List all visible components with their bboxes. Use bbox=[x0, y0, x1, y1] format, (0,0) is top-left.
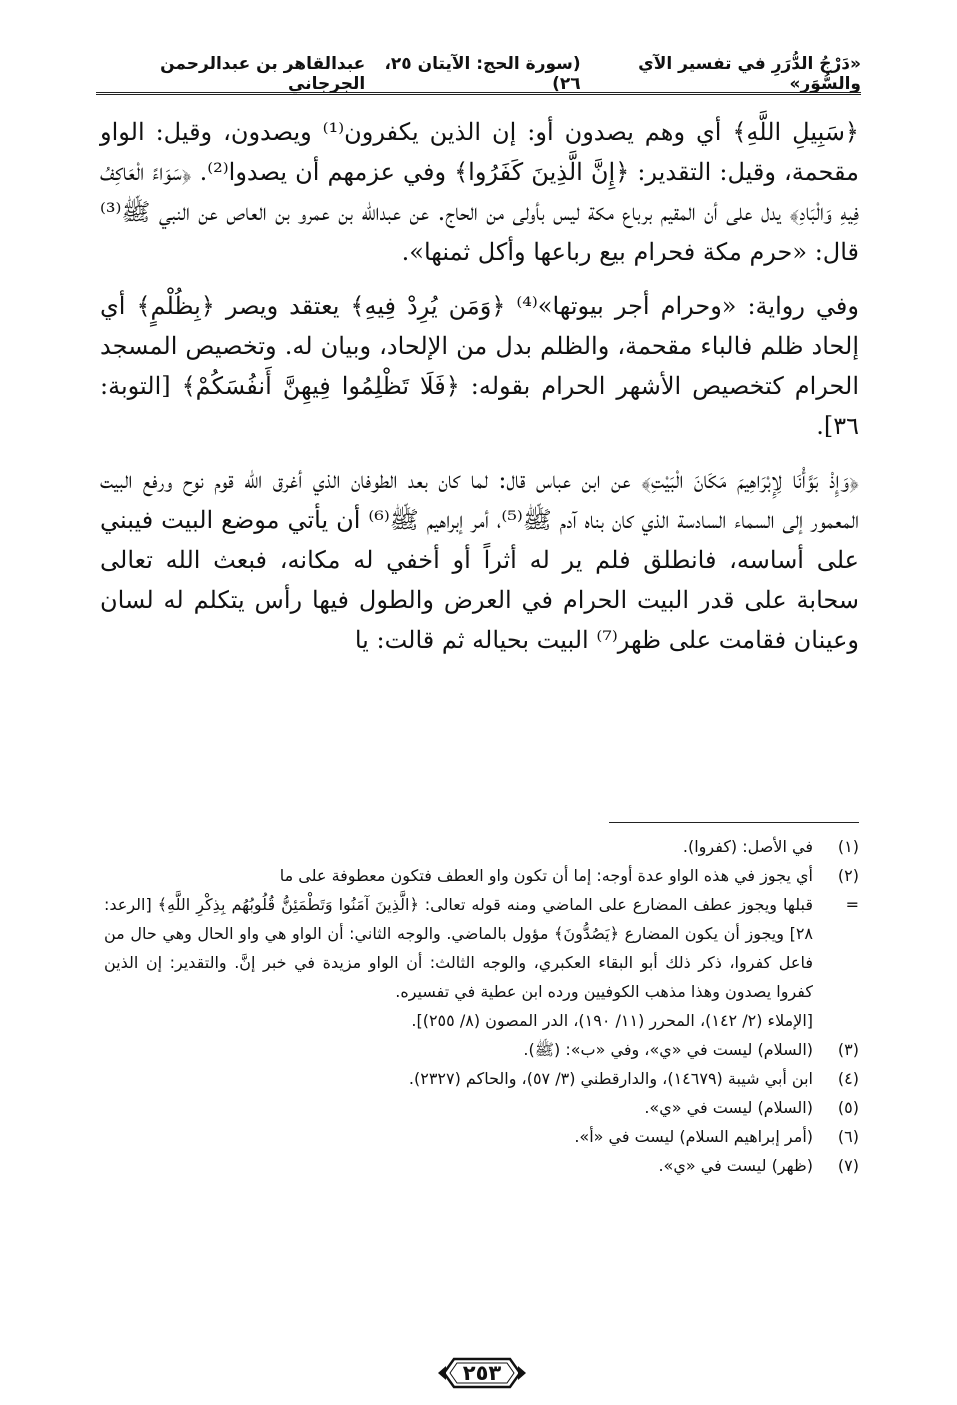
footnote-text: ابن أبي شيبة (١٤٦٧٩)، والدارقطني (٣/ ٥٧)، والحاكم (٢٣٢٧). bbox=[408, 1069, 813, 1088]
main-text bbox=[100, 112, 859, 660]
footnote-text: (أمر إبراهيم السلام) ليست في «أ». bbox=[574, 1127, 813, 1146]
footnote-5 bbox=[104, 1093, 859, 1122]
footnote-text: (السلام) ليست في «ي»، وفي «ب»: (ﷺ). bbox=[523, 1040, 813, 1059]
footnote-6 bbox=[104, 1122, 859, 1151]
footnote-number: (٤) bbox=[837, 1069, 859, 1088]
footnote-number: (٣) bbox=[837, 1040, 859, 1059]
running-header bbox=[96, 54, 861, 94]
footnote-number: (١) bbox=[837, 837, 859, 856]
footnote-text: قبلها ويجوز عطف المضارع على الماضي ومنه قوله تعالى: ﴿الَّذِينَ آمَنُوا وَتَطْمَئِنُّ قُلُوبُهُم بِذِكْرِ اللَّهِ﴾ [الرعد: ٢٨] ويجوز أن يكون المضارع ﴿يَصُدُّونَ﴾ مؤول بالماضي. والوجه الثاني: أن الواو هي واو الحال وهي حال من فاعل كفروا، ذكر ذلك أبو البقاء العكبري، والوجه الثالث: أن الواو مزيدة في خبر إنَّ. والتقدير: إن الذين كفروا يصدون وهذا مذهب الكوفيين ورده ابن عطية في تفسيره. bbox=[104, 895, 813, 1001]
footnote-text: أي يجوز في هذه الواو عدة أوجه: إما أن تكون واو العطف فتكون معطوفة على ما bbox=[279, 866, 813, 885]
footnotes bbox=[104, 832, 859, 1180]
footnote-number: (٢) bbox=[837, 866, 859, 885]
footnote-3 bbox=[104, 1035, 859, 1064]
footnote-text: في الأصل: (كفروا). bbox=[682, 837, 813, 856]
footnote-number: (٦) bbox=[837, 1127, 859, 1146]
footnote-7 bbox=[104, 1151, 859, 1180]
footnote-2-sources bbox=[104, 1006, 859, 1035]
footnote-text: [الإملاء (٢/ ١٤٢)، المحرر (١١/ ١٩٠)، الدر المصون (٨/ ٢٥٥)]. bbox=[411, 1011, 813, 1030]
footnote-2-continuation bbox=[104, 890, 859, 1006]
continuation-mark: = bbox=[845, 895, 859, 914]
header-author: عبدالقاهر بن عبدالرحمن الجرجاني bbox=[160, 54, 366, 94]
footnote-text: (السلام) ليست في «ي». bbox=[644, 1098, 813, 1117]
footnote-1 bbox=[104, 832, 859, 861]
footnote-number: (٧) bbox=[837, 1156, 859, 1175]
header-rule bbox=[96, 92, 861, 95]
page-number-ornament bbox=[434, 1353, 530, 1393]
footnote-2 bbox=[104, 861, 859, 890]
footnote-number: (٥) bbox=[837, 1098, 859, 1117]
paragraph-3: ﴿وَإِذْ بَوَّأْنَا لِإِبْرَاهِيمَ مَكَانَ الْبَيْتِ﴾ عن ابن عباس قال: لما كان بعد الطوفان الذي أغرق الله قوم نوح ورفع البيت المعمور إلى السماء السادسة الذي كان بناه آدم ﷺ⁽⁵⁾، أمر إبراهيم ﷺ⁽⁶⁾ أن يأتي موضع البيت فيبني على أساسه، فانطلق فلم ير له أثراً أو أخفي له مكانه، فبعث الله تعالى سحابة على قدر البيت الحرام في العرض والطول فيها رأس يتكلم له لسان وعينان فقامت على ظهر⁽⁷⁾ البيت بحياله ثم قالت: يا bbox=[100, 466, 860, 654]
footnote-text: (ظهر) ليست في «ي». bbox=[658, 1156, 813, 1175]
header-book-title: «دَرْجُ الدُّرَرِ في تفسير الآي والسُّوَر» bbox=[638, 54, 861, 94]
footnote-4 bbox=[104, 1064, 859, 1093]
footnote-number bbox=[813, 1006, 859, 1035]
footnote-separator bbox=[609, 822, 859, 823]
paragraph-1: ﴿سَبِيلِ اللَّهِ﴾ أي وهم يصدون أو: إن الذين يكفرون⁽¹⁾ ويصدون، وقيل: الواو مقحمة، وقيل: التقدير: ﴿إِنَّ الَّذِينَ كَفَرُوا﴾ وفي عزمهم أن يصدوا⁽²⁾. ﴿سَوَاءً الْعَاكِفُ فِيهِ وَالْبَادِ﴾ يدل على أن المقيم برباع مكة ليس بأولى من الحاج. عن عبدالله بن عمرو بن العاص عن النبي ﷺ⁽³⁾ قال: «حرم مكة فحرام بيع رباعها وأكل ثمنها». bbox=[100, 118, 859, 266]
page-number: ٢٥٣ bbox=[462, 1361, 502, 1385]
header-surah-reference: (سورة الحج: الآيتان ٢٥، ٢٦) bbox=[384, 54, 581, 94]
paragraph-2: وفي رواية: «وحرام أجر بيوتها»⁽⁴⁾ ﴿وَمَن يُرِدْ فِيهِ﴾ يعتقد ويصر ﴿بِظُلْمٍ﴾ أي إلحاد ظلم فالباء مقحمة، والظلم بدل من الإلحاد، وبيان له. وتخصيص المسجد الحرام كتخصيص الأشهر الحرام بقوله: ﴿فَلَا تَظْلِمُوا فِيهِنَّ أَنفُسَكُمْ﴾ [التوبة: ٣٦]. bbox=[100, 292, 860, 440]
